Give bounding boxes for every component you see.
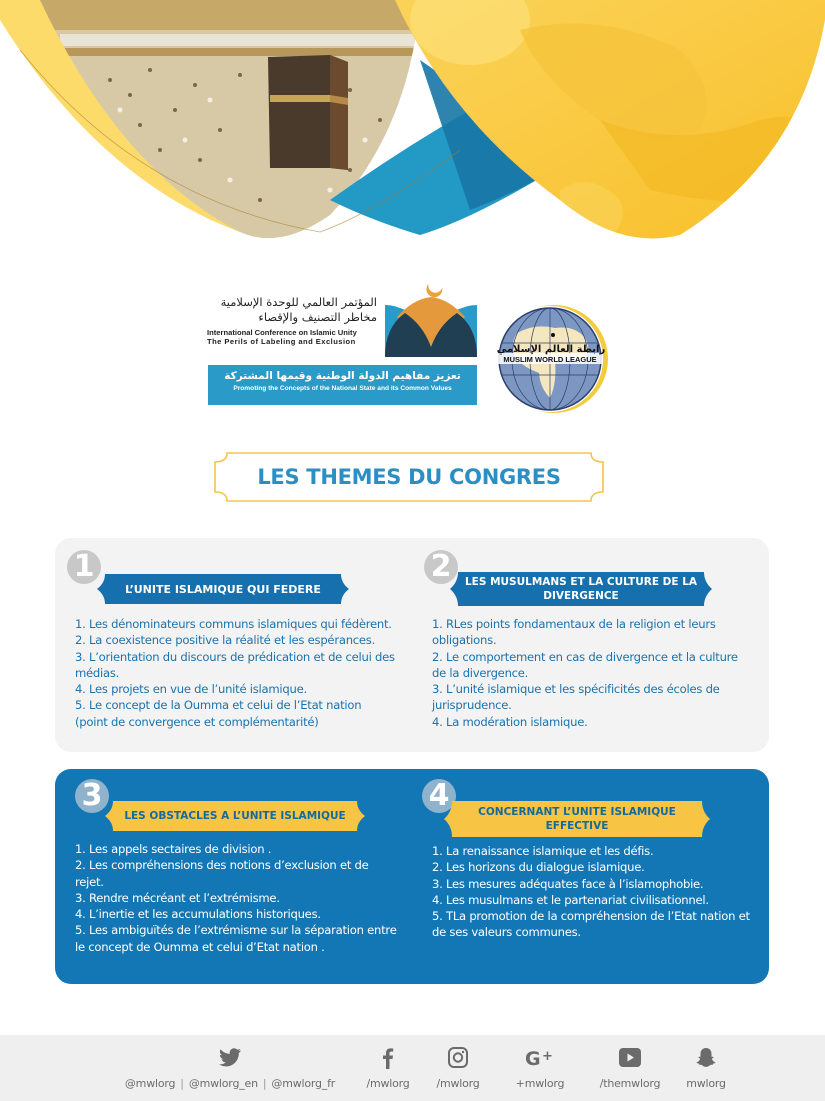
google-plus-icon[interactable] (525, 1047, 555, 1069)
theme-item: 4. La modération islamique. (432, 714, 588, 729)
twitter-handle-en[interactable]: @mwlorg_en (188, 1077, 258, 1090)
theme-item: 2. Les compréhensions des notions d’exclusion et de rejet. (75, 858, 369, 889)
theme-item-list (75, 616, 395, 730)
page-title: LES THEMES DU CONGRES (257, 465, 561, 489)
twitter-handle-fr[interactable]: @mwlorg_fr (271, 1077, 336, 1090)
conference-subtitle-en: The Perils of Labeling and Exclusion (207, 337, 356, 346)
instagram-icon[interactable] (446, 1047, 470, 1069)
youtube-handle[interactable]: /themwlorg (599, 1077, 661, 1090)
theme-title: LES OBSTACLES A L’UNITE ISLAMIQUE (124, 809, 346, 822)
theme-item: 2. Les horizons du dialogue islamique. (432, 860, 645, 875)
facebook-handle[interactable]: /mwlorg (366, 1077, 410, 1090)
theme-card-2 (412, 538, 757, 752)
svg-text:G: G (525, 1048, 541, 1069)
theme-title-ribbon (450, 572, 712, 606)
twitter-handle-main[interactable]: @mwlorg (124, 1077, 176, 1090)
mwl-name-ar: رابطة العالم الإسلامي (496, 344, 606, 355)
mosque-dome-crescent-icon (383, 277, 479, 361)
facebook-icon[interactable] (376, 1047, 400, 1069)
conference-banner-ar: تعزيز مفاهيم الدولة الوطنية وقيمها المشتركة (224, 370, 461, 382)
theme-item: 1. RLes points fondamentaux de la religion et leurs obligations. (432, 617, 716, 648)
separator: | (262, 1077, 267, 1090)
page-title-frame (213, 452, 605, 502)
theme-item-list (432, 843, 757, 941)
social-google-plus (510, 1035, 570, 1101)
theme-title: CONCERNANT L’UNITE ISLAMIQUE EFFECTIVE (478, 806, 676, 832)
conference-subtitle-ar: مخاطر التصنيف والإقصاء (258, 310, 377, 324)
theme-item: 5. Les ambiguïtés de l’extrémisme sur la séparation entre le concept de Oumma et celui d’Etat nation . (75, 923, 397, 954)
snapchat-handle[interactable]: mwlorg (686, 1077, 726, 1090)
theme-item: 4. Les musulmans et le partenariat civilisationnel. (432, 892, 709, 907)
conference-theme-banner (208, 365, 477, 405)
theme-item: 4. Les projets en vue de l’unité islamique. (75, 682, 307, 697)
muslim-world-league-globe-icon (495, 303, 609, 415)
youtube-icon[interactable] (618, 1047, 642, 1069)
theme-item: 3. L’orientation du discours de prédication et de celui des médias. (75, 649, 395, 680)
theme-item: 1. Les dénominateurs communs islamiques qui fédèrent. (75, 617, 392, 631)
mwl-name-en: MUSLIM WORLD LEAGUE (503, 355, 597, 364)
theme-card-4 (412, 769, 757, 984)
theme-number-badge: 1 (67, 550, 101, 584)
social-footer (0, 1035, 825, 1101)
svg-text:+: + (542, 1049, 553, 1064)
theme-title-ribbon (444, 801, 710, 837)
theme-item-list (75, 841, 397, 955)
theme-number-badge: 2 (424, 550, 458, 584)
theme-item: 2. La coexistence positive la réalité et les espérances. (75, 633, 376, 648)
theme-card-1 (55, 538, 400, 752)
google-plus-handle[interactable]: +mwlorg (515, 1077, 565, 1090)
social-instagram (430, 1035, 486, 1101)
theme-item: 2. Le comportement en cas de divergence et la culture de la divergence. (432, 649, 738, 680)
theme-item: 5. TLa promotion de la compréhension de l’Etat nation et de ses valeurs communes. (432, 909, 750, 940)
separator: | (180, 1077, 184, 1090)
conference-banner-en: Promoting the Concepts of the National State and its Common Values (233, 385, 452, 392)
theme-item: 1. La renaissance islamique et les défis. (432, 844, 654, 858)
theme-title: LES MUSULMANS ET LA CULTURE DE LA DIVERGENCE (464, 576, 698, 602)
conference-title-en: International Conference on Islamic Unity (207, 328, 357, 337)
twitter-icon[interactable] (218, 1047, 242, 1069)
instagram-handle[interactable]: /mwlorg (436, 1077, 480, 1090)
logos-area (195, 275, 615, 415)
theme-number-badge: 4 (422, 779, 456, 813)
social-twitter (100, 1035, 360, 1101)
conference-name (207, 295, 377, 346)
theme-item: 1. Les appels sectaires de division . (75, 842, 272, 856)
social-facebook (360, 1035, 416, 1101)
theme-card-3 (55, 769, 400, 984)
social-youtube (590, 1035, 670, 1101)
hero-illustration (0, 0, 825, 240)
theme-item: 3. Les mesures adéquates face à l’islamophobie. (432, 876, 704, 891)
conference-title-ar: المؤتمر العالمي للوحدة الإسلامية (220, 295, 377, 309)
snapchat-icon[interactable] (694, 1047, 718, 1069)
theme-title: L’UNITE ISLAMIQUE QUI FEDERE (125, 582, 321, 596)
theme-title-ribbon (97, 574, 349, 604)
theme-title-ribbon (105, 801, 365, 831)
theme-number-badge: 3 (75, 779, 109, 813)
theme-item: 3. Rendre mécréant et l’extrémisme. (75, 890, 280, 905)
theme-item: 4. L’inertie et les accumulations historiques. (75, 907, 321, 922)
theme-item-list (432, 616, 750, 730)
twitter-handles (100, 1077, 360, 1090)
hero-banner (0, 0, 825, 240)
theme-item: 3. L’unité islamique et les spécificités des écoles de jurisprudence. (432, 682, 720, 713)
theme-item: 5. Le concept de la Oumma et celui de l’Etat nation (point de convergence et complémentarité) (75, 698, 362, 729)
social-snapchat (680, 1035, 732, 1101)
